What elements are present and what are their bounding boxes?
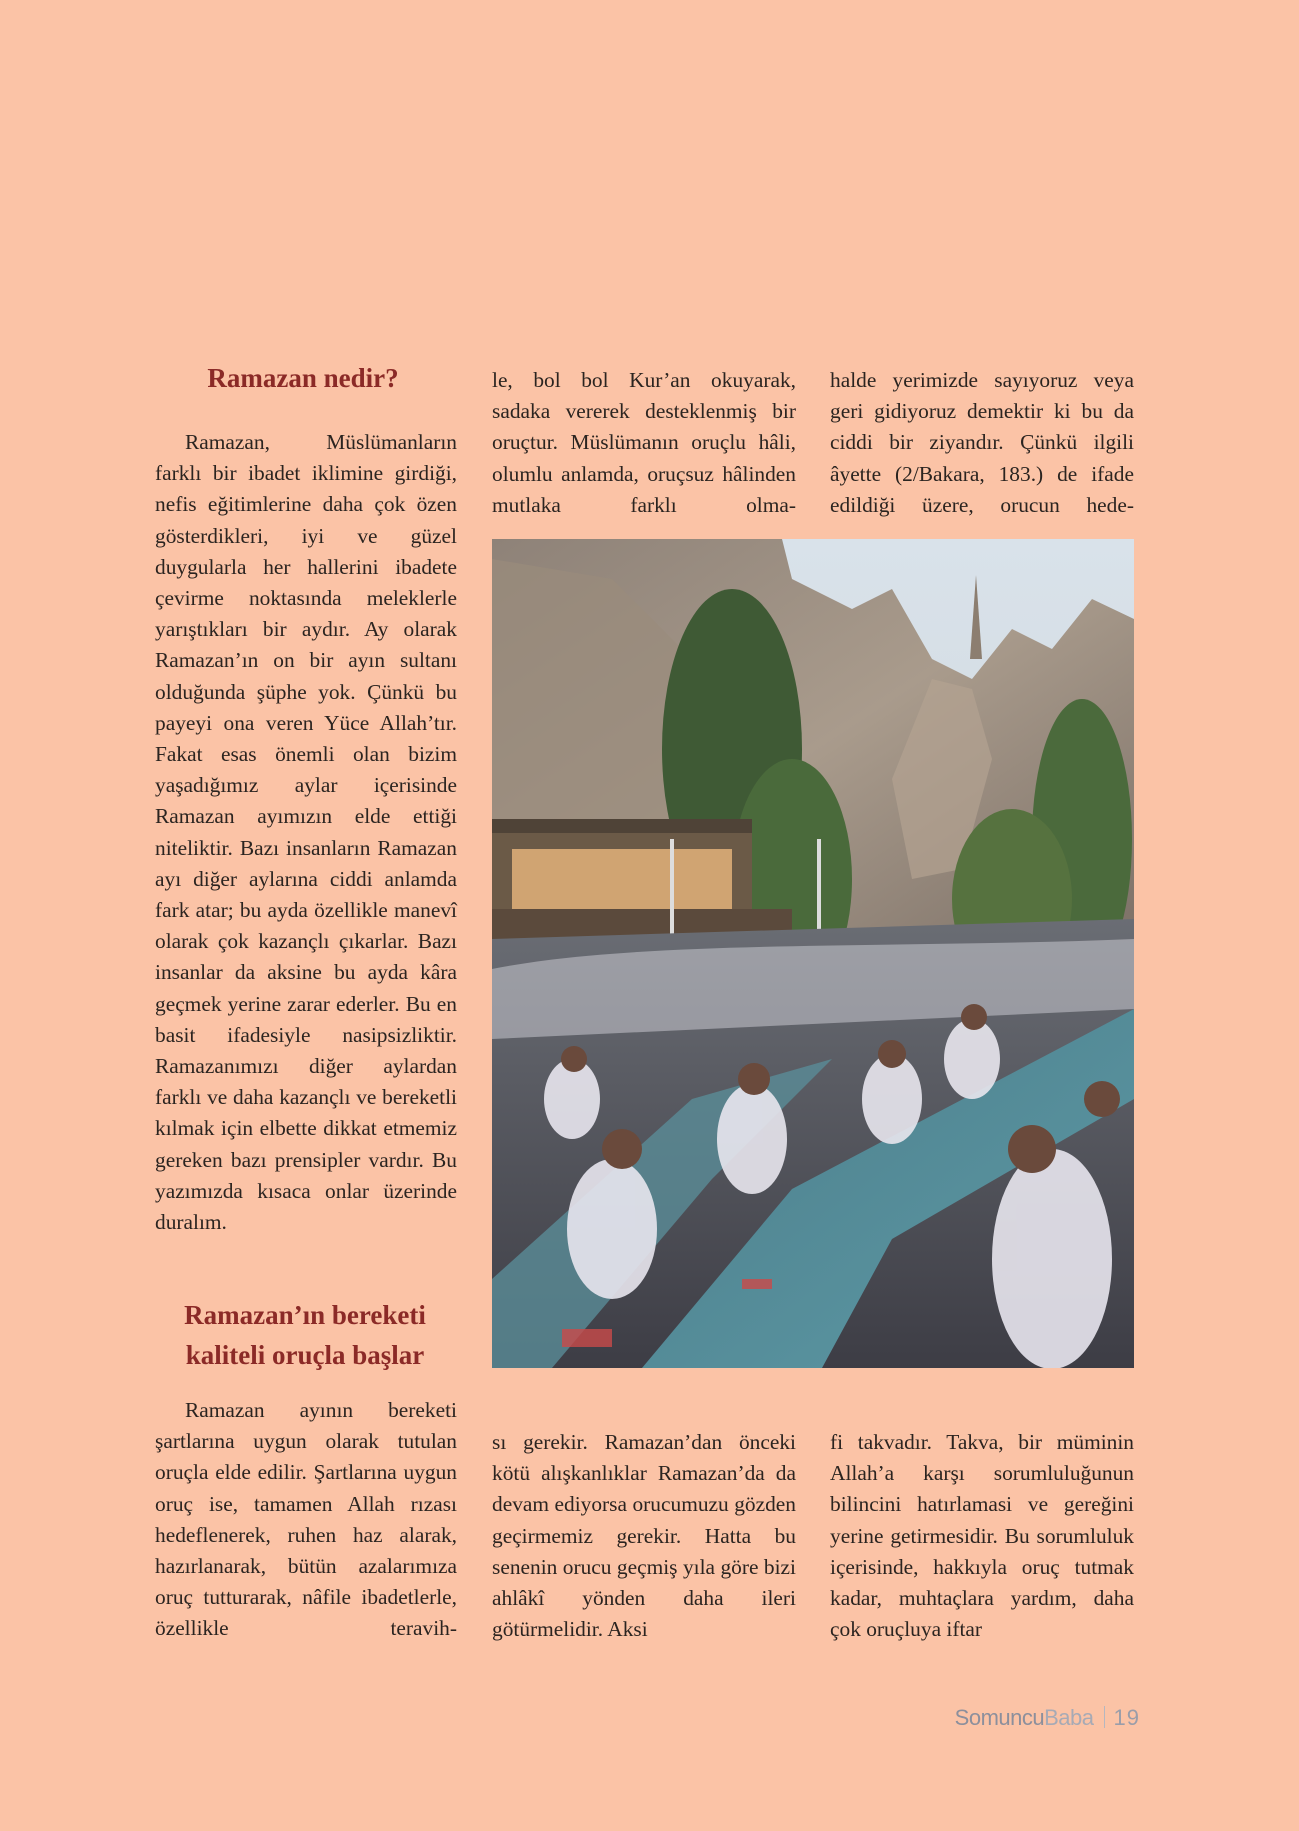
column-2-bottom-text: sı gerekir. Ramazan’dan önceki kötü alışkanlıklar Ramazan’da da devam ediyorsa orucumuzu gözden geçirmemiz gerekir. Hatta bu senenin orucu geçmiş yıla göre bizi ahlâkî yönden daha ileri götürmelidir. Aksi (492, 1430, 796, 1642)
column-3-bottom-text: fi takvadır. Takva, bir müminin Allah’a karşı sorumluluğunun bilincini hatırlamasi ve gereğini yerine getirmesidir. Bu sorumluluk içerisinde, hakkıyla oruç tutmak kadar, muhtaçlara yardım, daha çok oruçluya iftar (830, 1430, 1134, 1642)
column-3-top-text: halde yerimizde sayıyoruz veya geri gidiyoruz demektir ki bu da ciddi bir ziyandır. Çünkü ilgili âyette (2/Bakara, 183.) de ifade edildiği üzere, orucun hede- (830, 368, 1134, 517)
iftar-photo (492, 539, 1134, 1368)
footer-divider (1104, 1706, 1105, 1728)
column-1-bottom-text: Ramazan ayının bereketi şartlarına uygun olarak tutulan oruçla elde edilir. Şartlarına uygun oruç ise, tamamen Allah rızası hedeflenerek, ruhen haz alarak, hazırlanarak, bütün azalarımıza oruç tutturarak, nâfile ibadetlerle, özellikle teravih- (155, 1398, 457, 1641)
column-1-top-text: Ramazan, Müslümanların farklı bir ibadet iklimine girdiği, nefis eğitimlerine daha çok özen gösterdikleri, iyi ve güzel duygularla her hallerini ibadete çevirme noktasında meleklerle yarıştıkları bir aydır. Ay olarak Ramazan’ın on bir ayın sultanı olduğunda şüphe yok. Çünkü bu payeyi ona veren Yüce Allah’tır. Fakat esas önemli olan bizim yaşadığımız aylar içerisinde Ramazan ayımızın elde ettiği niteliktir. Bazı insanların Ramazan ayı diğer aylarına ciddi anlamda fark atar; bu ayda özellikle manevî olarak çok kazançlı çıkarlar. Bazı insanlar da aksine bu ayda kâra geçmek yerine zarar ederler. Bu en basit ifadesiyle nasipsizliktir. Ramazanımızı diğer aylardan farklı ve daha kazançlı ve bereketli kılmak için elbette dikkat etmemiz gereken bazı prensipler vardır. Bu yazımızda kısaca onlar üzerinde duralım. (155, 430, 457, 1235)
section-heading-ramazan-nedir: Ramazan nedir? (207, 363, 399, 393)
magazine-name-part1: Somuncu (954, 1705, 1045, 1730)
page-footer (940, 1703, 1140, 1733)
magazine-name-part2: Baba (1044, 1705, 1094, 1730)
column-2-top-text: le, bol bol Kur’an okuyarak, sadaka vererek desteklenmiş bir oruçtur. Müslümanın oruçlu hâli, olumlu anlamda, oruçsuz hâlinden mutlaka farklı olma- (492, 368, 796, 517)
section-heading-ramazanin-bereketi: Ramazan’ın bereketi kaliteli oruçla başlar (184, 1300, 426, 1370)
page-number: 19 (1113, 1705, 1140, 1730)
